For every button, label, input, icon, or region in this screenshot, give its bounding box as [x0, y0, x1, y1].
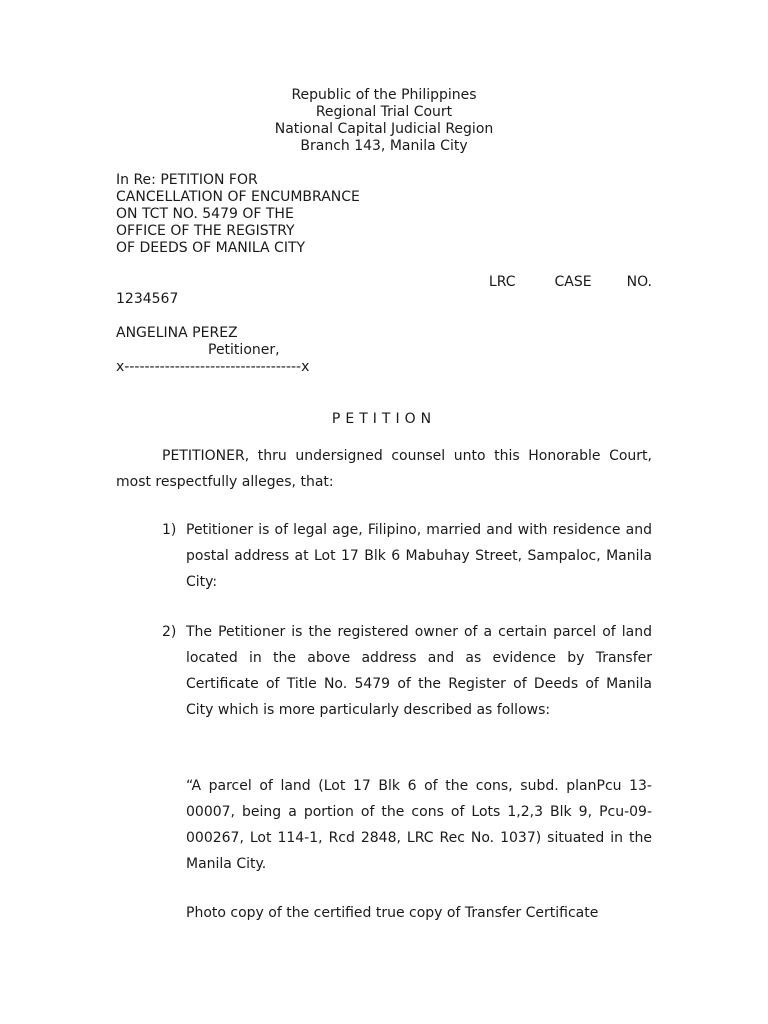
- allegation-item-2: [116, 619, 652, 723]
- party-block: [116, 325, 309, 376]
- court-header: [0, 87, 768, 155]
- document-title: PETITION: [331, 411, 437, 427]
- photocopy-paragraph: Photo copy of the certified true copy of Transfer Certificate: [186, 905, 599, 921]
- caption-line-5: OF DEEDS OF MANILA CITY: [116, 240, 306, 256]
- case-number-value: 1234567: [116, 291, 179, 307]
- header-court: Regional Trial Court: [315, 104, 453, 120]
- allegation-number-2: 2): [162, 624, 177, 640]
- petitioner-name: ANGELINA PEREZ: [116, 325, 238, 341]
- allegation-text-1: Petitioner is of legal age, Filipino, married and with residence and postal address at Lot 17 Blk 6 Mabuhay Street, Sampaloc, Manila City:: [186, 522, 652, 590]
- caption-line-1: In Re: PETITION FOR: [116, 172, 258, 188]
- case-caption: [116, 172, 360, 257]
- case-label-no: NO.: [626, 274, 652, 290]
- case-number-block: [116, 274, 652, 308]
- petitioner-role: Petitioner,: [208, 342, 280, 358]
- case-label-lrc: LRC: [488, 274, 516, 290]
- allegation-item-1: [116, 517, 652, 595]
- case-label-case: CASE: [554, 274, 592, 290]
- caption-line-4: OFFICE OF THE REGISTRY: [116, 223, 295, 239]
- header-branch: Branch 143, Manila City: [300, 138, 468, 154]
- caption-line-3: ON TCT NO. 5479 OF THE: [116, 206, 294, 222]
- header-region: National Capital Judicial Region: [274, 121, 494, 137]
- allegation-number-1: 1): [162, 522, 177, 538]
- allegation-text-2: The Petitioner is the registered owner of a certain parcel of land located in the above address and as evidence by Transfer Certificate of Title No. 5479 of the Register of Deeds of Manila City which is more particularly described as follows:: [186, 624, 652, 718]
- case-number-label: [116, 274, 652, 291]
- caption-line-2: CANCELLATION OF ENCUMBRANCE: [116, 189, 360, 205]
- caption-separator: x-----------------------------------x: [116, 359, 310, 375]
- intro-paragraph: PETITIONER, thru undersigned counsel unto this Honorable Court, most respectfully alleges, that:: [116, 448, 652, 490]
- land-description-quote: “A parcel of land (Lot 17 Blk 6 of the cons, subd. planPcu 13-00007, being a portion of the cons of Lots 1,2,3 Blk 9, Pcu-09-000267, Lot 114-1, Rcd 2848, LRC Rec No. 1037) situated in the Manila City.: [186, 778, 652, 872]
- header-republic: Republic of the Philippines: [291, 87, 477, 103]
